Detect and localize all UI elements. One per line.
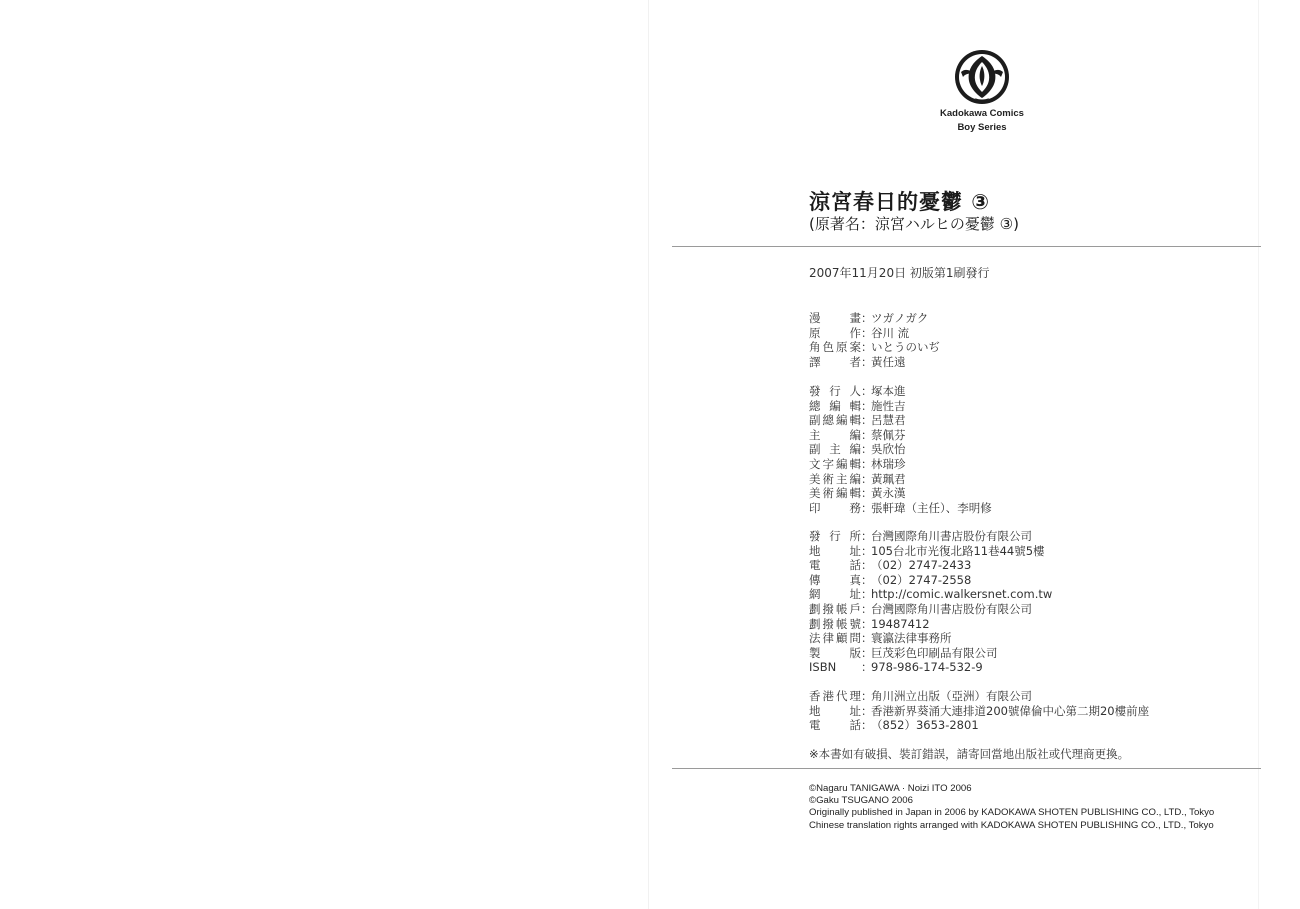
credit-label: ISBN	[809, 660, 837, 675]
credit-label: 副總編輯	[809, 413, 861, 428]
credit-label: 美術主編	[809, 471, 861, 486]
credit-label: 副主編	[809, 442, 861, 457]
credit-value: 黃永漢	[871, 486, 906, 501]
credit-row	[809, 340, 940, 355]
credit-row	[809, 718, 1149, 733]
credit-label: 發行所	[809, 529, 861, 543]
credit-row	[809, 558, 1052, 573]
credit-value: （02）2747-2558	[871, 572, 972, 587]
credit-label: 原作	[809, 325, 861, 340]
logo-line-1: Kadokawa Comics	[940, 108, 1024, 119]
credit-row	[809, 689, 1149, 704]
publisher-logo	[930, 48, 1034, 134]
credit-label: 發行人	[809, 384, 861, 398]
credit-separator: ：	[861, 645, 873, 660]
credit-separator: ：	[861, 558, 873, 573]
credit-value: 105台北市光復北路11巷44號5樓	[871, 543, 1045, 558]
credit-label: 譯者	[809, 354, 861, 369]
credit-value: 施性吉	[871, 398, 906, 413]
credit-separator: ：	[861, 718, 873, 733]
credit-separator: ：	[861, 616, 873, 631]
edition-line: 2007年11月20日 初版第1刷發行	[809, 266, 990, 280]
credit-label: 網址	[809, 587, 861, 602]
publisher-info	[809, 529, 1052, 675]
credit-value: ツガノガク	[871, 311, 929, 325]
original-title: (原著名：涼宮ハルヒの憂鬱 ③)	[809, 215, 1019, 233]
copyright-block	[809, 783, 1214, 832]
credit-value: 吳欣怡	[871, 442, 906, 457]
credit-value: 林瑞珍	[871, 456, 906, 471]
copyright-line: Chinese translation rights arranged with KADOKAWA SHOTEN PUBLISHING CO., LTD., Tokyo	[809, 819, 1214, 831]
credit-label: 角色原案	[809, 340, 861, 355]
credit-label: 文字編輯	[809, 456, 861, 471]
credit-separator: ：	[861, 384, 873, 398]
credit-row	[809, 399, 992, 414]
damage-notice: ※本書如有破損、裝訂錯誤，請寄回當地出版社或代理商更換。	[809, 747, 1130, 761]
credit-row	[809, 442, 992, 457]
credit-label: 主編	[809, 427, 861, 442]
staff-credits	[809, 311, 940, 369]
credit-value: （852）3653-2801	[871, 718, 979, 733]
credit-row	[809, 573, 1052, 588]
divider-top	[672, 246, 1261, 247]
credit-label: 法律顧問	[809, 631, 861, 646]
credit-row	[809, 631, 1052, 646]
credit-separator: ：	[861, 340, 873, 355]
credit-row	[809, 617, 1052, 632]
credit-separator: ：	[861, 456, 873, 471]
copyright-line: ©Nagaru TANIGAWA · Noizi ITO 2006	[809, 783, 972, 794]
editorial-credits	[809, 384, 992, 515]
credit-label: 劃撥帳號	[809, 616, 861, 631]
credit-separator: ：	[861, 354, 873, 369]
credit-row	[809, 544, 1052, 559]
credit-value: 黃珮君	[871, 471, 906, 486]
credit-separator: ：	[861, 587, 873, 602]
credit-row	[809, 486, 992, 501]
credit-separator: ：	[861, 660, 873, 675]
credit-separator: ：	[861, 631, 873, 646]
credit-value: 19487412	[871, 616, 930, 631]
copyright-line: ©Gaku TSUGANO 2006	[809, 795, 913, 807]
credit-label: 電話	[809, 718, 861, 733]
credit-row	[809, 457, 992, 472]
credit-value: 呂慧君	[871, 413, 906, 428]
credit-row	[809, 646, 1052, 661]
credit-row	[809, 355, 940, 370]
credit-row	[809, 529, 1052, 544]
credit-row	[809, 501, 992, 516]
divider-bottom	[672, 768, 1261, 769]
credit-value: 寰瀛法律事務所	[871, 631, 952, 646]
credit-row	[809, 326, 940, 341]
credit-value: 張軒瑋（主任）、李明修	[871, 500, 992, 515]
credit-separator: ：	[861, 427, 873, 442]
credit-row	[809, 311, 940, 326]
credit-label: 香港代理	[809, 689, 861, 703]
credit-separator: ：	[861, 601, 873, 616]
credit-label: 印務	[809, 500, 861, 515]
credit-value: 巨茂彩色印刷品有限公司	[871, 645, 998, 660]
credit-separator: ：	[861, 486, 873, 501]
credit-row	[809, 602, 1052, 617]
credit-value: 黃任遠	[871, 354, 906, 369]
credit-row	[809, 413, 992, 428]
credit-label: 地址	[809, 543, 861, 558]
credit-label: 美術編輯	[809, 486, 861, 501]
credit-value: 蔡佩芬	[871, 427, 906, 442]
credit-value: 台灣國際角川書店股份有限公司	[871, 601, 1032, 616]
credit-row	[809, 587, 1052, 602]
credit-row	[809, 472, 992, 487]
credit-row	[809, 428, 992, 443]
credit-label: 電話	[809, 558, 861, 573]
book-title: 涼宮春日的憂鬱 ③	[809, 190, 991, 214]
credit-separator: ：	[861, 413, 873, 428]
credit-separator: ：	[861, 325, 873, 340]
credit-separator: ：	[861, 543, 873, 558]
credit-value: 角川洲立出版（亞洲）有限公司	[871, 689, 1032, 703]
credit-value: （02）2747-2433	[871, 558, 972, 573]
credit-value: 香港新界葵涌大連排道200號偉倫中心第二期20樓前座	[871, 703, 1150, 718]
credit-value: いとうのいぢ	[871, 340, 940, 355]
credit-value: 谷川 流	[871, 325, 910, 340]
isbn-value: 978-986-174-532-9	[871, 660, 983, 675]
credit-separator: ：	[861, 500, 873, 515]
credit-label: 總編輯	[809, 398, 861, 413]
credit-separator: ：	[861, 311, 873, 325]
credit-separator: ：	[861, 442, 873, 457]
credit-label: 傳真	[809, 572, 861, 587]
copyright-line: Originally published in Japan in 2006 by KADOKAWA SHOTEN PUBLISHING CO., LTD., Tokyo	[809, 807, 1215, 819]
credit-row	[809, 384, 992, 399]
website-url: http://comic.walkersnet.com.tw	[871, 587, 1053, 602]
credit-label: 製版	[809, 645, 861, 660]
credit-separator: ：	[861, 529, 873, 543]
credit-label: 漫畫	[809, 311, 861, 325]
credit-separator: ：	[861, 398, 873, 413]
page-edge	[1258, 0, 1259, 909]
credit-label: 劃撥帳戶	[809, 601, 861, 616]
credit-value: 台灣國際角川書店股份有限公司	[871, 529, 1032, 543]
page-gutter	[648, 0, 649, 909]
hongkong-agent-info	[809, 689, 1149, 733]
credit-separator: ：	[861, 471, 873, 486]
credit-row	[809, 704, 1149, 719]
logo-line-2: Boy Series	[957, 122, 1007, 133]
phoenix-icon	[953, 48, 1011, 106]
credit-separator: ：	[861, 689, 873, 703]
credit-value: 塚本進	[871, 384, 906, 398]
credit-label: 地址	[809, 703, 861, 718]
credit-separator: ：	[861, 703, 873, 718]
credit-row	[809, 660, 1052, 675]
credit-separator: ：	[861, 572, 873, 587]
